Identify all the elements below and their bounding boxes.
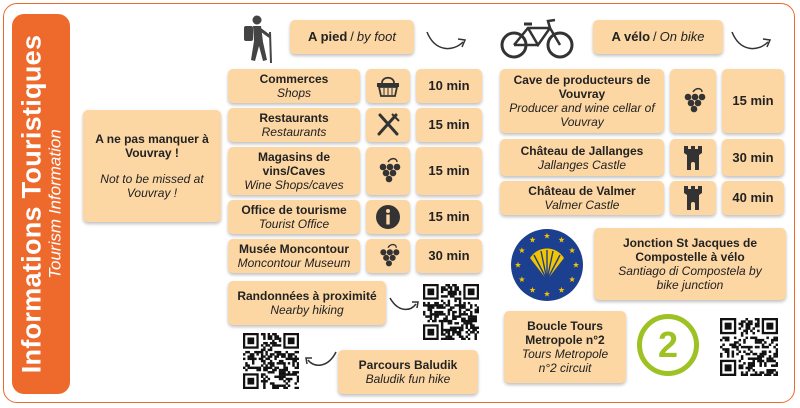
bike-item-wine-cellar-time: 15 min [722, 69, 784, 133]
foot-item-shops-time: 10 min [416, 69, 482, 103]
info-icon [366, 200, 410, 234]
hiker-icon [238, 14, 276, 64]
foot-item-tourist-office-time: 15 min [416, 200, 482, 234]
curved-arrow-icon [425, 28, 469, 56]
bike-item-valmer-fr: Château de Valmer [528, 184, 636, 198]
foot-item-tourist-office [228, 200, 360, 234]
foot-item-museum-fr: Musée Moncontour [239, 242, 349, 256]
hiking-en: Nearby hiking [270, 303, 344, 317]
sidebar-title-banner [12, 14, 70, 394]
intro-title-line2: Vouvray ! [125, 146, 179, 160]
bike-item-valmer-en: Valmer Castle [544, 198, 620, 212]
hiking-fr: Randonnées à proximité [237, 289, 377, 303]
bike-item-jallanges-en: Jallanges Castle [537, 157, 627, 172]
basket-icon [366, 69, 410, 103]
foot-item-wine-shops-time: 15 min [416, 147, 482, 195]
foot-item-restaurants-fr: Restaurants [259, 111, 329, 125]
hiking-box [228, 281, 386, 325]
grapes-icon [366, 147, 410, 195]
foot-item-wine-shops-en: Wine Shops/caves [244, 178, 344, 192]
circuit-number-badge: 2 [637, 314, 699, 376]
intro-box [83, 110, 221, 222]
qr-code-baludik[interactable] [243, 333, 299, 389]
baludik-en: Baludik fun hike [365, 372, 451, 386]
foot-item-restaurants [228, 108, 360, 142]
bike-item-jallanges-time: 30 min [722, 139, 784, 176]
foot-item-restaurants-en: Restaurants [261, 125, 327, 139]
bike-item-valmer-time: 40 min [722, 181, 784, 215]
compostela-en: Santiago di Compostela by bike junction [618, 264, 762, 292]
bike-item-jallanges [500, 139, 664, 176]
foot-item-museum-en: Moncontour Museum [237, 256, 351, 270]
foot-item-shops [228, 69, 360, 103]
boucle-en: Tours Metropole n°2 circuit [521, 347, 609, 375]
grapes-icon [670, 69, 716, 133]
baludik-fr: Parcours Baludik [358, 358, 458, 372]
baludik-box [338, 350, 478, 394]
bike-item-wine-cellar-en: Producer and wine cellar of Vouvray [509, 101, 655, 129]
foot-item-tourist-office-fr: Office de tourisme [241, 203, 347, 217]
intro-title-line1: A ne pas manquer à [95, 132, 209, 146]
bike-header [593, 20, 723, 54]
foot-header-fr: A pied [308, 29, 348, 44]
bike-item-jallanges-fr: Château de Jallanges [520, 143, 644, 158]
foot-item-wine-shops-fr: Magasins de vins/Caves [257, 150, 331, 178]
boucle-fr: Boucle Tours Metropole n°2 [525, 319, 605, 347]
qr-code-boucle[interactable] [720, 318, 778, 376]
compostela-box [594, 228, 786, 300]
boucle-box [504, 311, 626, 383]
curved-arrow-icon [730, 28, 774, 56]
fork-knife-icon [366, 108, 410, 142]
foot-header [290, 20, 414, 54]
bike-item-wine-cellar-fr: Cave de producteurs de Vouvray [513, 73, 651, 101]
bike-header-sep: / [653, 29, 657, 44]
poster-subtitle: Tourism Information [45, 129, 65, 279]
intro-subtitle-line1: Not to be missed at [100, 172, 204, 186]
foot-item-shops-fr: Commerces [259, 72, 329, 86]
castle-tower-icon [670, 181, 716, 215]
foot-item-museum [228, 239, 360, 273]
foot-item-restaurants-time: 15 min [416, 108, 482, 142]
compostela-fr: Jonction St Jacques de Compostelle à vélo [622, 236, 758, 264]
bike-header-fr: A vélo [611, 29, 651, 44]
foot-item-tourist-office-en: Tourist Office [258, 217, 330, 231]
eu-scallop-logo [510, 228, 584, 302]
intro-subtitle-line2: Vouvray ! [126, 186, 178, 200]
bicycle-icon [498, 16, 576, 60]
bike-item-wine-cellar [500, 69, 664, 133]
foot-item-museum-time: 30 min [416, 239, 482, 273]
curved-arrow-icon [302, 348, 338, 372]
grapes-icon [366, 239, 410, 273]
bike-header-en: On bike [659, 29, 705, 44]
poster-title: Informations Touristiques [16, 34, 47, 374]
foot-header-sep: / [350, 29, 354, 44]
curved-arrow-icon [388, 294, 422, 316]
foot-item-shops-en: Shops [276, 86, 312, 100]
foot-item-wine-shops [228, 147, 360, 195]
qr-code-hiking[interactable] [423, 284, 479, 340]
foot-header-en: by foot [356, 29, 396, 44]
castle-tower-icon [670, 139, 716, 176]
bike-item-valmer [500, 181, 664, 215]
